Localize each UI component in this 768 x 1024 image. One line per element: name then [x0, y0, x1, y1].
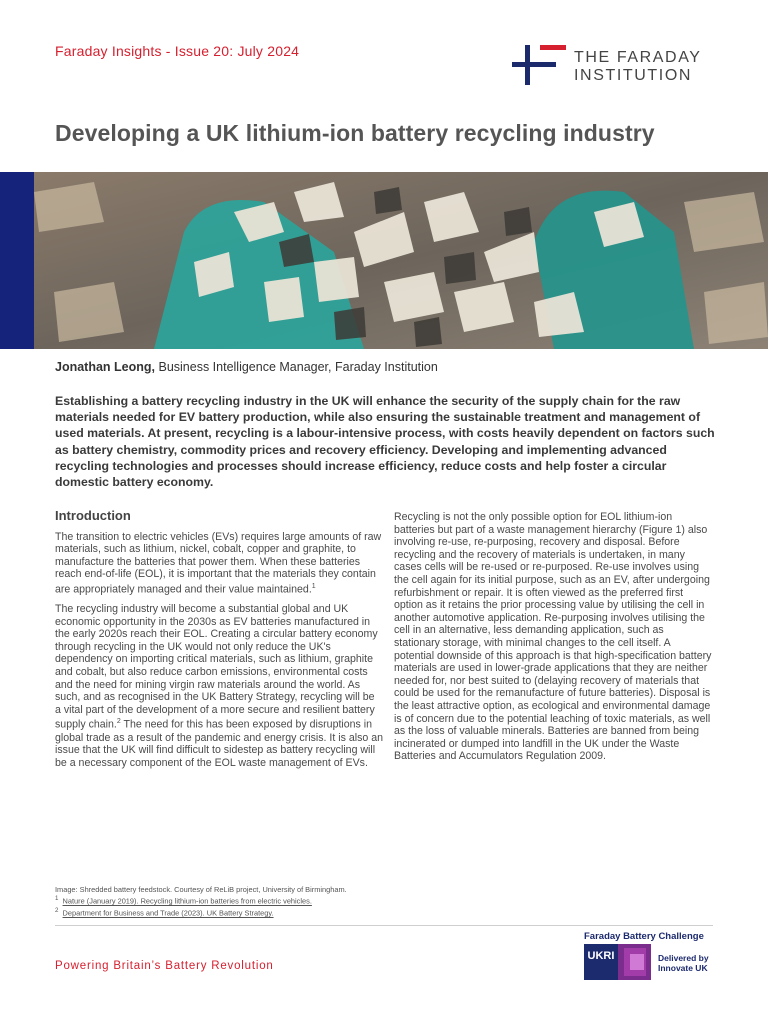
- footer-divider: [55, 925, 713, 926]
- faraday-institution-logo: [512, 45, 722, 87]
- left-column: [55, 510, 383, 776]
- logo-text: [574, 49, 702, 85]
- faraday-battery-challenge-label: Faraday Battery Challenge: [584, 931, 704, 942]
- author-line: [55, 360, 438, 374]
- faraday-cross-icon: [512, 45, 556, 85]
- intro-heading: Introduction: [55, 508, 131, 523]
- right-column: [394, 511, 712, 770]
- logo-line1: THE FARADAY: [574, 49, 702, 66]
- intro-p1-text: The transition to electric vehicles (EVs) requires large amounts of raw materials, such as lithium, nickel, cobalt, copper and graphite, to manufacture the batteries that power them. When these batteries reach end-of-life (EOL), it is important that the materials they contain are appropriately managed and their value maintained.: [55, 530, 382, 596]
- intro-paragraph-1: [55, 531, 383, 597]
- footnotes: [55, 885, 415, 918]
- author-role: Business Intelligence Manager, Faraday Institution: [158, 360, 438, 374]
- delivered-line1: Delivered by: [658, 953, 709, 963]
- author-name: Jonathan Leong,: [55, 360, 155, 374]
- logo-line2: INSTITUTION: [574, 67, 693, 84]
- footnote-ref-1: 1: [311, 582, 316, 590]
- footnote-1: [55, 894, 415, 906]
- footnote-2: [55, 906, 415, 918]
- footnote-1-number: 1: [55, 895, 59, 903]
- ukri-text: UKRI: [587, 950, 615, 962]
- hero-image: [0, 172, 768, 349]
- hero-accent-bar: [0, 172, 34, 349]
- right-paragraph-1: Recycling is not the only possible option for EOL lithium-ion batteries but part of a waste management hierarchy (Figure 1) also involving re-use, re-purposing, recovery and disposal. Before recycling and the recovery of materials is undertaken, in many cases cells will be re-used or re-purposed. Re-use involves using the cell again for its initial purpose, such as an EV, after undergoing refurbishment or repair. It is often viewed as the preferred first option as it retains the prior processing value by utilising the cell in another automotive application. Re-purposing involves utilising the cell in an alternative, less demanding application, such as stationary storage, with minimal changes to the cell itself. A potential downside of this approach is that high-specification battery materials are used in lower-grade applications that they are neither needed for, nor best suited to (delaying recovery of materials that could be used for the remanufacture of future batteries). Disposal is the least attractive option, as ecological and environmental damage is of concern due to the potential leaching of toxic materials, as well as the loss of valuable minerals. Batteries are banned from being incinerated or dumped into landfill in the UK under the Waste Batteries and Accumulators Regulation 2009.: [394, 511, 712, 763]
- shredded-battery-photo: [34, 172, 768, 349]
- delivered-by-innovate-uk: [658, 953, 709, 973]
- delivered-line2: Innovate UK: [658, 963, 708, 973]
- footer-tagline: Powering Britain’s Battery Revolution: [55, 960, 274, 972]
- footnote-2-number: 2: [55, 907, 59, 915]
- ukri-logo: [584, 944, 651, 980]
- page-title: Developing a UK lithium-ion battery recycling industry: [55, 120, 655, 146]
- image-credit: Image: Shredded battery feedstock. Courtesy of ReLiB project, University of Birmingham.: [55, 885, 347, 894]
- intro-paragraph-2: [55, 603, 383, 769]
- intro-p2a-text: The recycling industry will become a substantial global and UK economic opportunity in the 2030s as EV batteries manufactured in the early 2020s reach their EOL. Creating a circular battery economy through recycling in the UK would not only reduce the UK's dependency on importing critical materials, such as lithium, graphite and cobalt, but also reduce carbon emissions, environmental costs and the need for mining virgin raw materials around the world. As such, and as recognised in the UK Battery Strategy, recycling will be a vital part of the development of a more secure and resilient battery supply chain.: [55, 603, 378, 731]
- issue-line: Faraday Insights - Issue 20: July 2024: [55, 43, 300, 59]
- footnote-1-link[interactable]: Nature (January 2019). Recycling lithium-ion batteries from electric vehicles.: [62, 896, 312, 906]
- footnote-ref-2: 2: [116, 718, 121, 726]
- footnote-2-link[interactable]: Department for Business and Trade (2023). UK Battery Strategy.: [62, 908, 274, 918]
- lead-paragraph: Establishing a battery recycling industry in the UK will enhance the security of the supply chain for the raw materials needed for EV battery production, while also ensuring the sustainable treatment and management of used materials. At present, recycling is a labour-intensive process, with costs heavily dependent on factors such as battery chemistry, commodity prices and recovery efficiency. Developing and implementing advanced recycling technologies and processes should increase efficiency, reduce costs and help foster a circular domestic battery economy.: [55, 394, 715, 490]
- intro-p2b-text: The need for this has been exposed by disruptions in global trade as a result of the pandemic and energy crisis. It is also an issue that the UK will find difficult to sidestep as battery recycling will be a necessary component of the EOL waste management of EVs.: [55, 718, 383, 769]
